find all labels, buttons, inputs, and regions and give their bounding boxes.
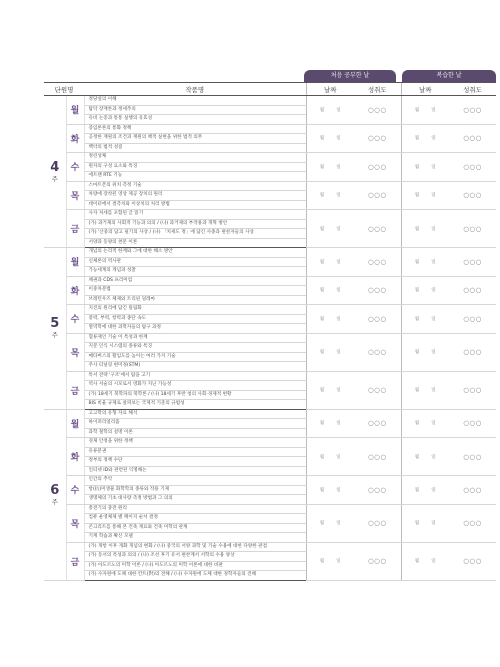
first-score-circles[interactable]: ○○○	[354, 438, 401, 476]
review-score-circles[interactable]: ○○○	[449, 476, 496, 505]
review-score-circles[interactable]: ○○○	[449, 153, 496, 182]
work-title: 생명체의 기초 대사량 측정 방법과 그 의의	[84, 495, 306, 505]
work-title: 개념의 논리적 한계와 그에 대한 해소 방안	[84, 248, 306, 258]
day-unit-label: 일	[336, 487, 341, 493]
review-score-circles[interactable]: ○○○	[449, 333, 496, 371]
work-title: 고고학의 유형 자료 해석	[84, 409, 306, 419]
week-number: 5	[50, 316, 60, 332]
work-title: 사자 처세를 포함된 글 읽기	[84, 210, 306, 220]
first-date-field[interactable]	[306, 248, 354, 277]
day-label: 금	[66, 542, 84, 580]
work-title: 유류분권	[84, 447, 306, 457]
review-score-circles[interactable]: ○○○	[449, 371, 496, 409]
first-date-field[interactable]	[306, 438, 354, 476]
table-row	[44, 371, 496, 381]
work-title: 정부의 정책 수단	[84, 457, 306, 467]
review-date-field[interactable]	[401, 248, 449, 277]
review-date-field[interactable]	[401, 371, 449, 409]
month-label: 월	[319, 226, 325, 232]
work-title: 컴퓨 운영체제 별 페이지 순서 결정	[84, 514, 306, 524]
first-date-field[interactable]	[306, 96, 354, 125]
table-row	[44, 476, 496, 486]
review-day-tab: 복습한 날	[402, 70, 496, 82]
work-title: 유비 논증과 통통 실행의 유효성	[84, 115, 306, 125]
month-label: 월	[319, 521, 325, 526]
day-unit-label: 일	[431, 559, 436, 564]
work-title: 에트랜 RTE 기능	[84, 172, 306, 182]
work-title: 원자의 구성 요소와 특징	[84, 162, 306, 172]
month-label: 월	[319, 136, 325, 142]
work-title: 과학 철학의 설명 이론	[84, 428, 306, 438]
month-label: 월	[414, 136, 420, 142]
table-header-row	[44, 83, 496, 96]
month-label: 월	[319, 193, 325, 199]
month-label: 월	[414, 193, 420, 199]
day-unit-label: 일	[336, 259, 341, 265]
month-label: 월	[319, 559, 325, 564]
day-label: 월	[66, 248, 84, 277]
month-label: 월	[414, 350, 420, 355]
work-title: 채권과 CDS 프리미엄	[84, 276, 306, 286]
day-unit-label: 일	[431, 388, 436, 393]
day-unit-label: 일	[336, 193, 341, 199]
review-score-circles[interactable]: ○○○	[449, 181, 496, 210]
work-title: 공정한 재원의 조건과 재원의 책적 실현을 위한 법적 의무	[84, 134, 306, 144]
work-title: 총전기의 충전 원리	[84, 504, 306, 514]
day-unit-label: 일	[336, 521, 341, 526]
day-unit-label: 일	[431, 136, 436, 142]
review-score-circles[interactable]: ○○○	[449, 504, 496, 542]
review-score-circles[interactable]: ○○○	[449, 210, 496, 248]
study-plan-table	[44, 82, 496, 581]
work-title: 데이터에서 결측치와 이상치의 처리 방법	[84, 200, 306, 210]
day-unit-label: 일	[336, 226, 341, 232]
review-date-field[interactable]	[401, 333, 449, 371]
month-label: 월	[414, 288, 420, 294]
month-label: 월	[414, 559, 420, 564]
title-header: 작품명	[84, 83, 306, 96]
day-label: 화	[66, 438, 84, 476]
first-score-circles[interactable]: ○○○	[354, 124, 401, 153]
table-row	[44, 305, 496, 315]
month-label: 월	[414, 226, 420, 232]
week-unit: 주	[51, 174, 58, 183]
day-unit-label: 일	[336, 388, 341, 393]
table-row	[44, 409, 496, 419]
first-date-field[interactable]	[306, 371, 354, 409]
day-unit-label: 일	[336, 559, 341, 564]
month-label: 월	[319, 259, 325, 265]
day-label: 목	[66, 333, 84, 371]
review-score-circles[interactable]: ○○○	[449, 542, 496, 580]
first-score-circles[interactable]: ○○○	[354, 371, 401, 409]
first-score-circles[interactable]: ○○○	[354, 181, 401, 210]
table-row	[44, 504, 496, 514]
work-title: 열역학에 대한 과학자들의 탐구 과정	[84, 324, 306, 334]
day-label: 금	[66, 371, 84, 409]
table-row	[44, 248, 496, 258]
month-label: 월	[414, 521, 420, 526]
day-unit-label: 일	[431, 288, 436, 294]
work-title: 메타버스의 활임도를 높이는 여러 가지 기술	[84, 352, 306, 362]
table-row	[44, 96, 496, 106]
review-score-circles[interactable]: ○○○	[449, 248, 496, 277]
table-row	[44, 124, 496, 134]
week-number: 6	[50, 482, 60, 498]
first-date-field[interactable]	[306, 276, 354, 305]
first-date-field[interactable]	[306, 181, 354, 210]
first-date-header: 날짜	[306, 83, 354, 96]
first-date-field[interactable]	[306, 305, 354, 334]
plan-body	[44, 96, 496, 581]
work-title: 스마트폰의 위치 측정 기술	[84, 181, 306, 191]
review-score-circles[interactable]: ○○○	[449, 124, 496, 153]
month-label: 월	[319, 421, 325, 427]
work-title: 인간의 추악	[84, 476, 306, 486]
week-unit: 주	[51, 497, 58, 506]
day-unit-label: 일	[336, 288, 341, 294]
first-date-field[interactable]	[306, 542, 354, 580]
work-title: 차량에 장착된 영상 제공 장치의 원리	[84, 191, 306, 201]
day-unit-label: 일	[431, 193, 436, 199]
month-label: 월	[319, 107, 325, 113]
table-row	[44, 276, 496, 286]
work-title: (가) 개항 이후 개화 개념의 변화 / (나) 중국의 서양 과학 및 기술 수용에 대한 다양한 관점	[84, 542, 306, 552]
work-title: 정당설의 이해	[84, 96, 306, 106]
day-unit-label: 일	[336, 454, 341, 460]
first-date-field[interactable]	[306, 210, 354, 248]
work-title: (가) 18세기 북학파의 북학론 / (나) 18세기 후반 청의 사회·경제적 현황	[84, 390, 306, 400]
first-date-field[interactable]	[306, 124, 354, 153]
month-label: 월	[414, 388, 420, 393]
work-title: 브레턴우즈 체제와 트리핀 딜레마	[84, 295, 306, 305]
month-label: 월	[319, 487, 325, 493]
work-title: 서양과 동양의 천문 이론	[84, 238, 306, 248]
work-title: 역사 서술의 시모로서 영화가 지닌 가능성	[84, 381, 306, 391]
first-score-circles[interactable]: ○○○	[354, 542, 401, 580]
work-title: (가) 수자원에 도체 대한 칸트(對)의 견해 / (나) 수자원에 도체 대한 경학자들의 견해	[84, 571, 306, 581]
work-title: 중력, 부력, 항력과 종단 속도	[84, 314, 306, 324]
review-date-field[interactable]	[401, 181, 449, 210]
work-title: 항(抗)미생물 화학학의 종류와 작용 기제	[84, 485, 306, 495]
review-date-field[interactable]	[401, 542, 449, 580]
month-label: 월	[319, 316, 325, 322]
work-title: 정린성체	[84, 153, 306, 163]
day-unit-label: 일	[336, 107, 341, 113]
review-date-field[interactable]	[401, 124, 449, 153]
month-label: 월	[414, 107, 420, 113]
month-label: 월	[319, 388, 325, 393]
first-date-field[interactable]	[306, 504, 354, 542]
review-date-header: 날짜	[401, 83, 449, 96]
first-score-circles[interactable]: ○○○	[354, 276, 401, 305]
day-unit-label: 일	[336, 136, 341, 142]
day-label: 수	[66, 476, 84, 505]
review-score-circles[interactable]: ○○○	[449, 438, 496, 476]
day-label: 월	[66, 409, 84, 438]
day-unit-label: 일	[431, 454, 436, 460]
work-title: (가) 과거제의 사회적 기능과 의의 / (나) 과거제의 부작용과 개혁 방안	[84, 219, 306, 229]
work-title: 인터넷 ID와 관련된 익명해논	[84, 466, 306, 476]
work-title: 백악의 법적 성질	[84, 143, 306, 153]
day-unit-label: 일	[431, 487, 436, 493]
work-title: 가능세계의 개념과 성찰	[84, 267, 306, 277]
table-row	[44, 542, 496, 552]
week-label	[44, 96, 66, 248]
review-date-field[interactable]	[401, 276, 449, 305]
week-label	[44, 248, 66, 410]
day-unit-label: 일	[336, 164, 341, 170]
month-label: 월	[319, 454, 325, 460]
week-number: 4	[50, 159, 60, 175]
week-label	[44, 409, 66, 580]
work-title: 하이퍼리얼리즘	[84, 419, 306, 429]
work-title: 혈류제인 기술 이 특성과 한계	[84, 333, 306, 343]
day-unit-label: 일	[431, 259, 436, 265]
review-score-header: 성취도	[449, 83, 496, 96]
day-unit-label: 일	[336, 350, 341, 355]
first-score-circles[interactable]: ○○○	[354, 96, 401, 125]
first-score-header: 성취도	[354, 83, 401, 96]
review-date-field[interactable]	[401, 153, 449, 182]
review-date-field[interactable]	[401, 96, 449, 125]
work-title: (가) '산중의 답고 필기의 사상 / (나) 「치세도 정」에 담긴 사종과 편찬자들의 사상	[84, 229, 306, 239]
day-label: 화	[66, 124, 84, 153]
table-row	[44, 438, 496, 448]
month-label: 월	[414, 259, 420, 265]
day-label: 월	[66, 96, 84, 125]
review-date-field[interactable]	[401, 409, 449, 438]
review-score-circles[interactable]: ○○○	[449, 96, 496, 125]
table-row	[44, 181, 496, 191]
review-date-field[interactable]	[401, 210, 449, 248]
work-title: 탐탁 장재론과 정세추의	[84, 105, 306, 115]
work-title: 주사 터널링 현미경(STM)	[84, 362, 306, 372]
month-label: 월	[319, 288, 325, 294]
work-title: 이중차분법	[84, 286, 306, 296]
work-title: 특서 전략 '구조'에서 탐을 고기	[84, 371, 306, 381]
first-date-field[interactable]	[306, 153, 354, 182]
day-unit-label: 일	[431, 316, 436, 322]
day-label: 목	[66, 181, 84, 210]
month-label: 월	[414, 164, 420, 170]
work-title: 신체론의 역사관	[84, 257, 306, 267]
first-score-circles[interactable]: ○○○	[354, 476, 401, 505]
review-date-field[interactable]	[401, 438, 449, 476]
review-score-circles[interactable]: ○○○	[449, 276, 496, 305]
work-title: 지문 인식 시스템의 종류와 특징	[84, 343, 306, 353]
work-title: 콘크리트를 통해 본 건축 재료와 건축 미학의 관계	[84, 523, 306, 533]
day-unit-label: 일	[431, 164, 436, 170]
first-score-circles[interactable]: ○○○	[354, 248, 401, 277]
first-score-circles[interactable]: ○○○	[354, 153, 401, 182]
work-title: 기계 학습과 확신 모델	[84, 533, 306, 543]
month-label: 월	[414, 421, 420, 427]
day-unit-label: 일	[431, 107, 436, 113]
review-date-field[interactable]	[401, 305, 449, 334]
month-label: 월	[414, 454, 420, 460]
week-unit: 주	[51, 331, 58, 340]
first-score-circles[interactable]: ○○○	[354, 305, 401, 334]
day-unit-label: 일	[431, 350, 436, 355]
month-label: 월	[319, 350, 325, 355]
first-score-circles[interactable]: ○○○	[354, 409, 401, 438]
first-score-circles[interactable]: ○○○	[354, 504, 401, 542]
work-title: (가) 아도르노의 미학 이론 / (나) 아도르노의 미학 이론에 대한 비판	[84, 561, 306, 571]
first-score-circles[interactable]: ○○○	[354, 210, 401, 248]
day-unit-label: 일	[431, 226, 436, 232]
review-score-circles[interactable]: ○○○	[449, 409, 496, 438]
first-study-day-tab: 처음 공부한 날	[304, 70, 396, 82]
table-row	[44, 333, 496, 343]
day-unit-label: 일	[336, 316, 341, 322]
month-label: 월	[319, 164, 325, 170]
day-unit-label: 일	[431, 421, 436, 427]
review-date-field[interactable]	[401, 504, 449, 542]
table-row	[44, 153, 496, 163]
month-label: 월	[414, 316, 420, 322]
review-date-field[interactable]	[401, 476, 449, 505]
month-label: 월	[414, 487, 420, 493]
day-label: 화	[66, 276, 84, 305]
review-score-circles[interactable]: ○○○	[449, 305, 496, 334]
first-score-circles[interactable]: ○○○	[354, 333, 401, 371]
work-title: 경제 안정을 위한 정책	[84, 438, 306, 448]
unit-name-header: 단원명	[44, 83, 84, 96]
day-label: 수	[66, 153, 84, 182]
table-row	[44, 210, 496, 220]
first-date-field[interactable]	[306, 409, 354, 438]
work-title: BIS 비율 규제로 살펴보는 국제적 기준의 규범성	[84, 400, 306, 410]
work-title: 지진의 원리에 담긴 릴림화	[84, 305, 306, 315]
day-label: 목	[66, 504, 84, 542]
day-label: 금	[66, 210, 84, 248]
day-unit-label: 일	[431, 521, 436, 526]
day-unit-label: 일	[336, 421, 341, 427]
first-date-field[interactable]	[306, 476, 354, 505]
work-title: 증임론론의 통화 정책	[84, 124, 306, 134]
first-date-field[interactable]	[306, 333, 354, 371]
work-title: (가) 동서의 특성과 의의 / (나) 조선 후기 유서 편찬계서 서학의 수용 양상	[84, 552, 306, 562]
day-label: 수	[66, 305, 84, 334]
